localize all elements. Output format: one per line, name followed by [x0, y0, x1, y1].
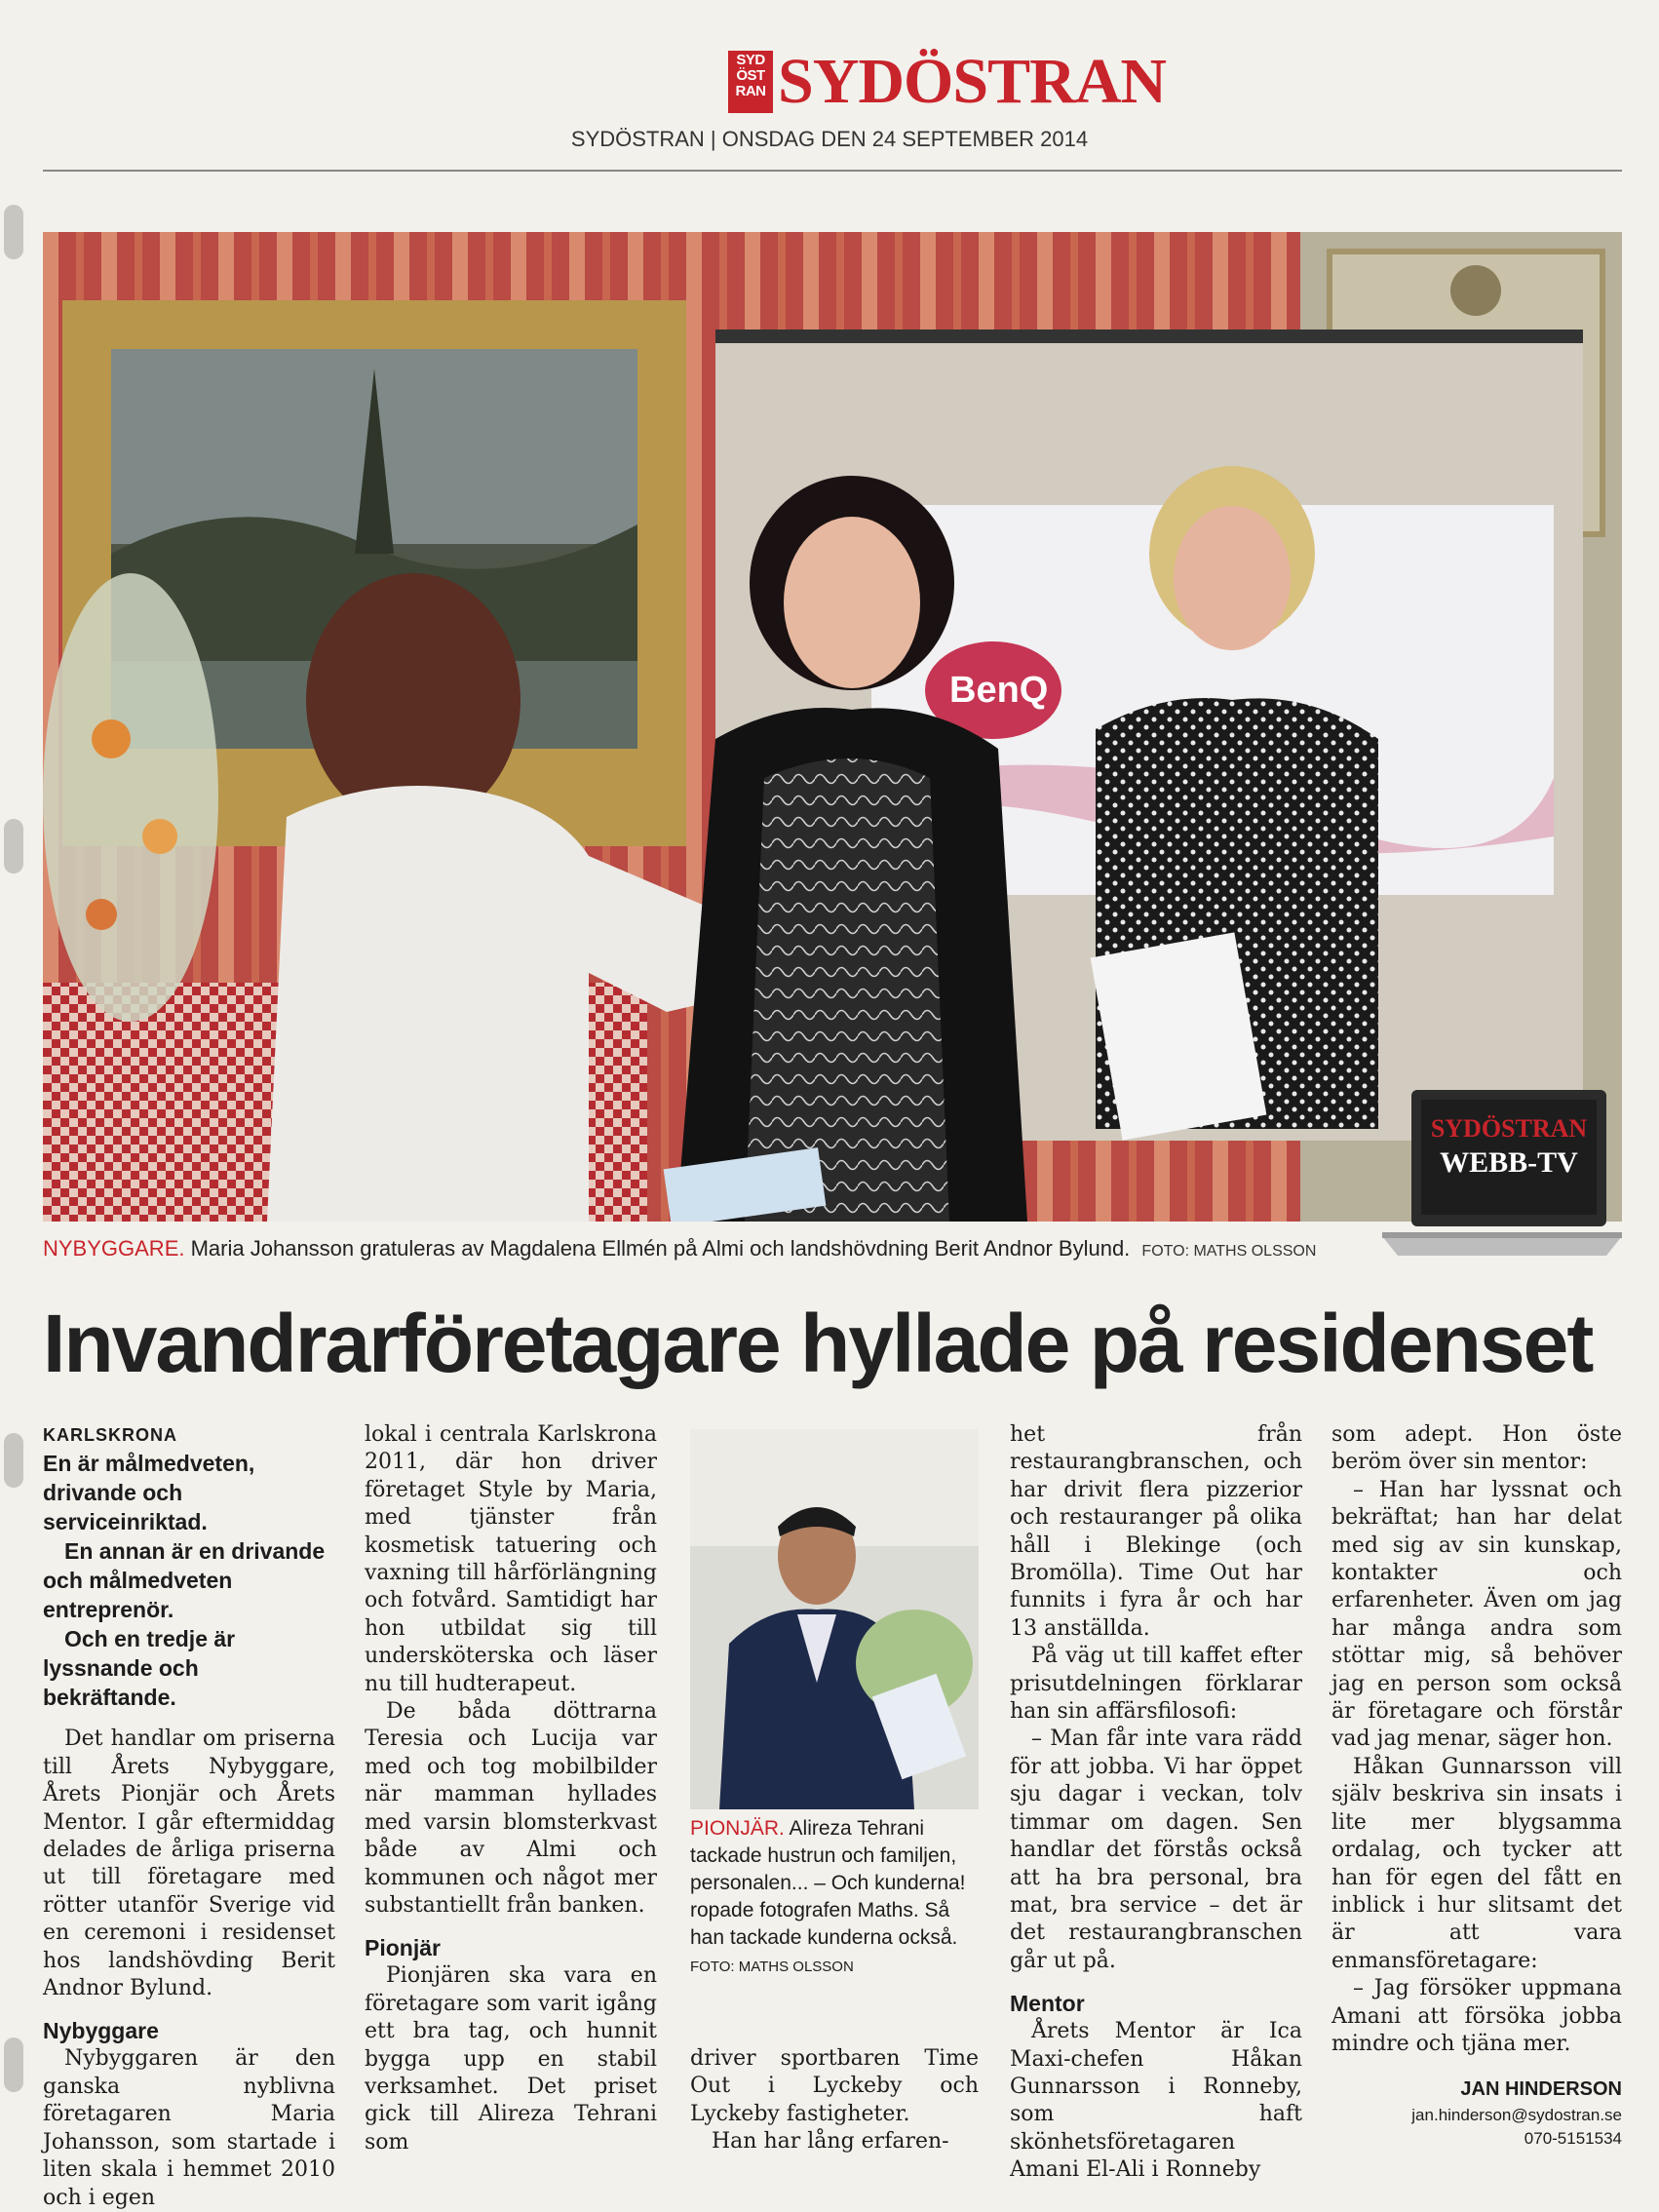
body-paragraph: – Jag försöker uppmana Amani att försöka jobba mindre och tjäna mer. [1331, 1976, 1622, 2056]
article-column-3 [690, 2045, 979, 2156]
photo-caption [43, 1236, 1316, 1261]
article-column-5 [1331, 1421, 1622, 2151]
body-paragraph: driver sportbaren Time Out i Lyckeby och Lyckeby fastigheter. [690, 2046, 979, 2126]
logo-mark-line: ÖST [736, 67, 765, 84]
main-photo [43, 232, 1622, 1222]
subheading-pionjar: Pionjär [365, 1935, 441, 1961]
logo-mark-line: SYD [736, 52, 765, 68]
webb-tv-label: WEBB-TV [1440, 1146, 1578, 1179]
binder-hole-mark [4, 2037, 23, 2092]
webb-tv-badge[interactable] [1382, 1090, 1622, 1269]
byline-phone: 070-5151534 [1524, 2128, 1622, 2148]
article-dateline-city: KARLSKRONA [43, 1425, 177, 1445]
article-headline: Invandrarföretagare hyllade på residenset [43, 1298, 1593, 1389]
binder-hole-mark [4, 205, 23, 259]
body-paragraph: het från restaurangbranschen, och har drivit flera pizzerior och restauranger på olika håll i Blekinge (och Bromölla). Time Out har funnits i fyra år och har 13 anställda. [1010, 1422, 1302, 1641]
caption-credit: FOTO: MATHS OLSSON [1141, 1243, 1317, 1260]
article-column-2 [365, 1421, 657, 2156]
body-paragraph: De båda döttrarna Teresia och Lucija var med och tog mobilbilder när mamman hyllades med varsin blomsterkvast både av Almi och kommunen och något mer substantiellt från banken. [365, 1699, 657, 1918]
body-paragraph: Pionjären ska vara en företagare som varit igång ett bra tag, och hunnit bygga upp en stabil verksamhet. Det priset gick till Alireza Tehrani som [365, 1963, 657, 2154]
binder-hole-mark [4, 1433, 23, 1488]
pionjar-caption-text: Alireza Tehrani tackade hustrun och familjen, personalen... – Och kunderna! ropade fotografen Maths. Så han tackade kunderna också. [690, 1817, 966, 1949]
subheading-nybyggare: Nybyggare [43, 2018, 159, 2044]
article-lead-1: En är målmedveten, drivande och serviceinriktad. [43, 1451, 255, 1535]
webb-tv-brand: SYDÖSTRAN [1430, 1114, 1588, 1143]
article-column-4 [1010, 1421, 1302, 2185]
body-paragraph: Nybyggaren är den ganska nyblivna företagaren Maria Johansson, som startade i liten skala i hemmet 2010 och i egen [43, 2046, 335, 2210]
body-paragraph: På väg ut till kaffet efter prisutdelningen förklarar han sin affärsfilosofi: [1010, 1644, 1302, 1725]
masthead-title: SYDÖSTRAN [778, 46, 1167, 117]
body-paragraph: – Han har lyssnat och bekräftat; han har delat med sig av sin kunskap, kontakter och erfarenheter. Även om jag har många andra som stöttar mig, så behöver jag en person som också är företagare och förstår vad jag menar, säger hon. [1331, 1477, 1622, 1752]
article-lead-3: Och en tredje är lyssnande och bekräftande. [43, 1626, 236, 1711]
caption-kicker: NYBYGGARE. [43, 1236, 185, 1261]
pionjar-caption-kicker: PIONJÄR. [690, 1817, 785, 1840]
masthead-logo-mark [728, 51, 773, 113]
byline: JAN HINDERSON [1460, 2078, 1622, 2101]
pionjar-photo-illustration [690, 1429, 979, 1809]
body-paragraph: Håkan Gunnarsson vill själv beskriva sin insats i lite mer blygsamma ordalag, och tycker att han för egen del fått en inblick i hur slitsamt det är att vara enmansföretagare: [1331, 1754, 1622, 1973]
logo-mark-line: RAN [735, 83, 766, 99]
body-paragraph: som adept. Hon öste beröm över sin mentor: [1331, 1422, 1622, 1475]
binder-hole-mark [4, 819, 23, 873]
pionjar-photo [690, 1429, 979, 1809]
issue-dateline: SYDÖSTRAN | ONSDAG DEN 24 SEPTEMBER 2014 [570, 127, 1089, 151]
main-photo-illustration [43, 232, 1622, 1222]
pionjar-caption-credit: FOTO: MATHS OLSSON [690, 1959, 854, 1975]
article-column-1 [43, 1421, 335, 2212]
body-paragraph: – Man får inte vara rädd för att jobba. Vi har öppet sju dagar i veckan, tolv timmar om dagen. Sen handlar det förstås också att ha bra personal, bra mat, bra service – det är det restaurangbranschen går ut på. [1010, 1727, 1302, 1973]
subheading-mentor: Mentor [1010, 1991, 1085, 2017]
byline-email[interactable]: jan.hinderson@sydostran.se [1411, 2105, 1622, 2124]
pionjar-caption [690, 1815, 983, 1981]
body-paragraph: Han har lång erfaren- [712, 2129, 949, 2154]
screen-benq-logo: BenQ [949, 670, 1049, 711]
body-paragraph: Det handlar om priserna till Årets Nybyggare, Årets Pionjär och Årets Mentor. I går eftermiddag delades de årliga priserna ut till företagare med rötter utanför Sverige vid en ceremoni i residenset hos landshövding Berit Andnor Bylund. [43, 1727, 335, 2001]
body-paragraph: lokal i centrala Karlskrona 2011, där hon driver företaget Style by Maria, med tjänster från kosmetisk tatuering och vaxning till hårförlängning och fotvård. Samtidigt har hon utbildat sig till undersköterska och läser nu till hudterapeut. [365, 1422, 657, 1696]
masthead-divider [43, 170, 1622, 172]
body-paragraph: Årets Mentor är Ica Maxi-chefen Håkan Gunnarsson i Ronneby, som haft skönhetsföretagaren Amani El-Ali i Ronneby [1010, 2019, 1302, 2183]
caption-text: Maria Johansson gratuleras av Magdalena Ellmén på Almi och landshövdning Berit Andnor Bylund. [190, 1236, 1131, 1261]
article-lead-2: En annan är en drivande och målmedveten entreprenör. [43, 1538, 326, 1623]
